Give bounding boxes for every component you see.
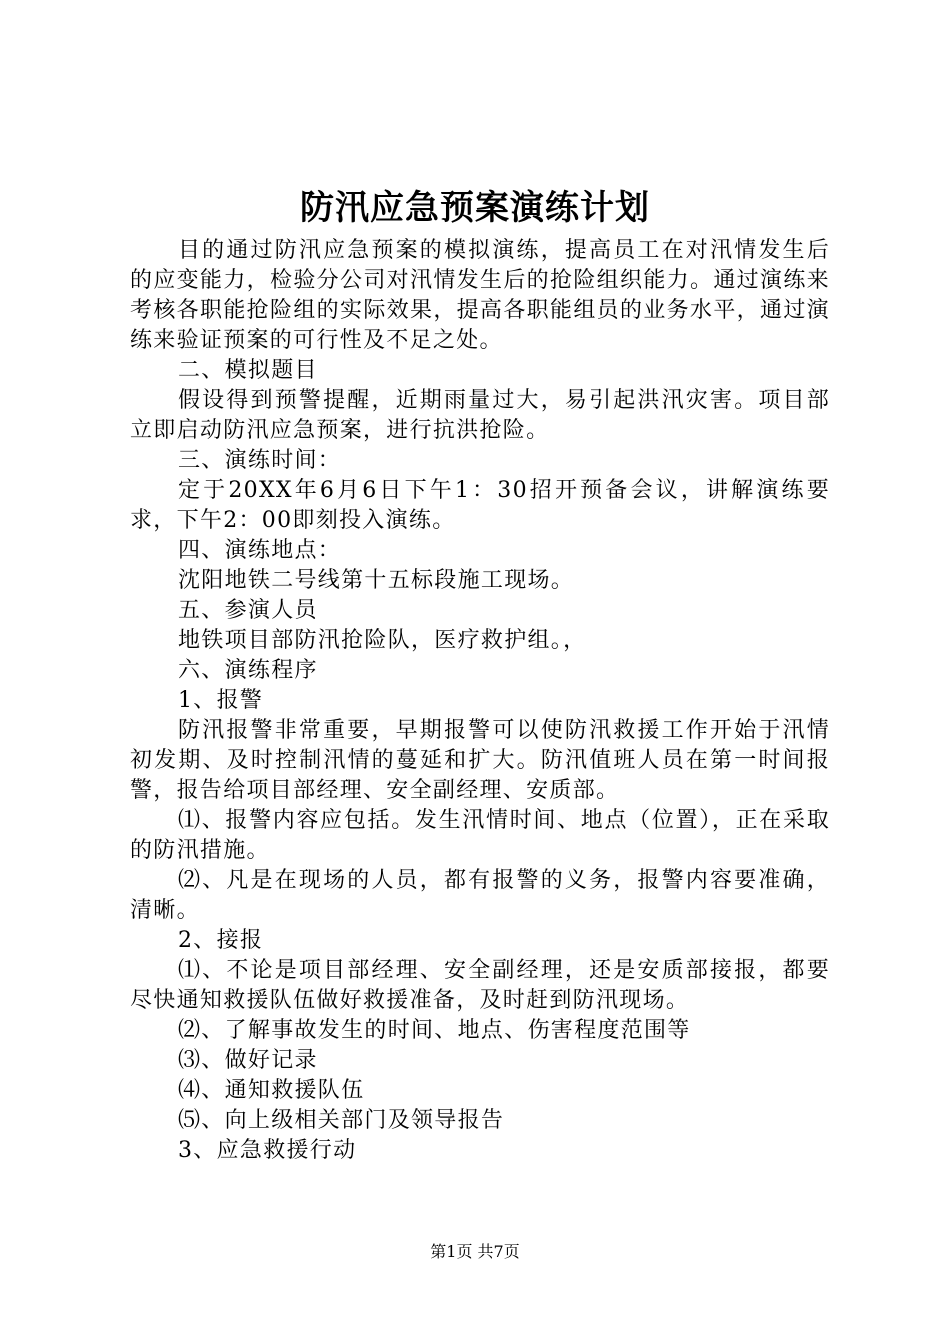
list-item-alarm-1: ⑴、报警内容应包括。发生汛情时间、地点（位置），正在采取的防汛措施。 xyxy=(130,808,830,863)
document-title: 防汛应急预案演练计划 xyxy=(300,188,650,228)
paragraph-scenario: 假设得到预警提醒，近期雨量过大，易引起洪汛灾害。项目部立即启动防汛应急预案，进行抗洪抢险。 xyxy=(130,388,830,443)
section-heading-location: 四、演练地点： xyxy=(178,538,342,563)
section-heading-time: 三、演练时间： xyxy=(178,448,342,473)
list-item-receive-2: ⑵、了解事故发生的时间、地点、伤害程度范围等 xyxy=(178,1018,691,1043)
subheading-receive: 2、接报 xyxy=(178,928,264,953)
list-item-alarm-2: ⑵、凡是在现场的人员，都有报警的义务，报警内容要准确，清晰。 xyxy=(130,868,830,923)
list-item-receive-3: ⑶、做好记录 xyxy=(178,1048,318,1073)
document-body xyxy=(130,236,830,1166)
subheading-rescue: 3、应急救援行动 xyxy=(178,1138,357,1163)
paragraph-time: 定于20XX年6月6日下午1：30招开预备会议，讲解演练要求，下午2：00即刻投入演练。 xyxy=(130,478,830,533)
paragraph-participants: 地铁项目部防汛抢险队，医疗救护组。， xyxy=(178,628,587,653)
paragraph-location: 沈阳地铁二号线第十五标段施工现场。 xyxy=(178,568,575,593)
section-heading-procedure: 六、演练程序 xyxy=(178,658,318,683)
subheading-alarm: 1、报警 xyxy=(178,688,264,713)
paragraph-purpose: 目的通过防汛应急预案的模拟演练，提高员工在对汛情发生后的应变能力，检验分公司对汛情发生后的抢险组织能力。通过演练来考核各职能抢险组的实际效果，提高各职能组员的业务水平，通过演练来验证预案的可行性及不足之处。 xyxy=(130,238,830,353)
page-footer: 第1页 共7页 xyxy=(430,1242,520,1261)
paragraph-alarm: 防汛报警非常重要，早期报警可以使防汛救援工作开始于汛情初发期、及时控制汛情的蔓延和扩大。防汛值班人员在第一时间报警，报告给项目部经理、安全副经理、安质部。 xyxy=(130,718,830,803)
list-item-receive-1: ⑴、不论是项目部经理、安全副经理，还是安质部接报，都要尽快通知救援队伍做好救援准备，及时赶到防汛现场。 xyxy=(130,958,830,1013)
section-heading-participants: 五、参演人员 xyxy=(178,598,318,623)
section-heading-scenario: 二、模拟题目 xyxy=(178,358,318,383)
list-item-receive-4: ⑷、通知救援队伍 xyxy=(178,1078,365,1103)
list-item-receive-5: ⑸、向上级相关部门及领导报告 xyxy=(178,1108,505,1133)
